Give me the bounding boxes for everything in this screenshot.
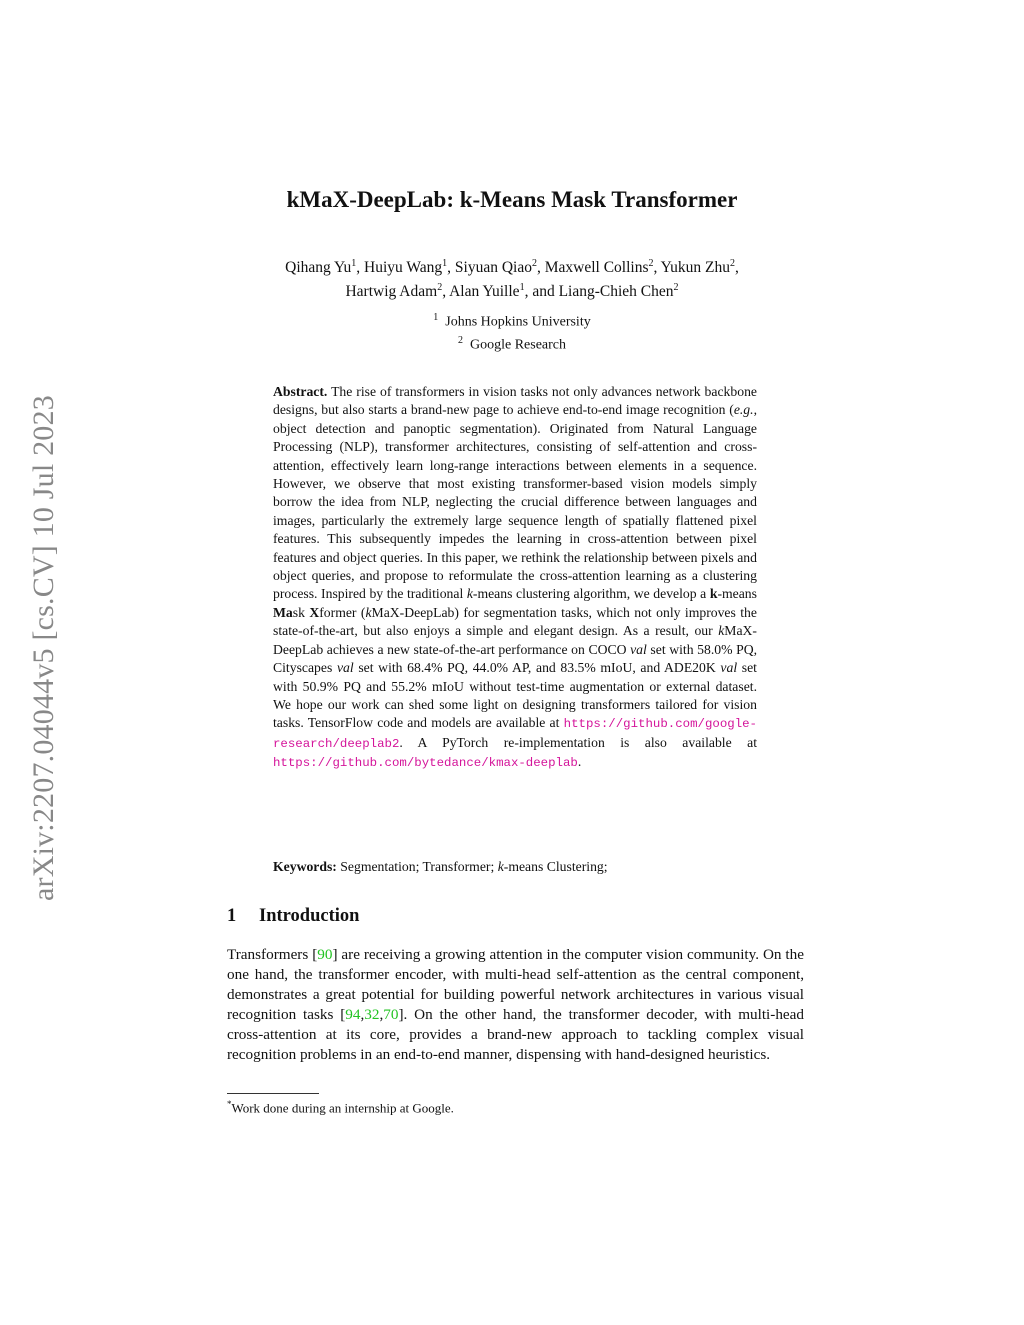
- author-name: Siyuan Qiao: [454, 259, 532, 277]
- section-number: 1: [227, 906, 237, 926]
- deeplab2-link[interactable]: https://github.com/google-research/deeplab2: [273, 717, 757, 751]
- footnote-divider: [227, 1093, 319, 1094]
- author-name: Alan Yuille: [449, 283, 520, 301]
- affiliation-name: Google Research: [469, 337, 567, 353]
- keywords-text: Segmentation; Transformer;: [336, 859, 498, 874]
- affiliation-item: [0, 309, 1024, 332]
- author-separator: ,: [653, 259, 661, 277]
- affiliation-name: Johns Hopkins University: [445, 314, 591, 330]
- abstract-text-bold: Ma: [273, 604, 293, 620]
- abstract-text: The rise of transformers in vision tasks not only advances network backbone designs, but also starts a brand-new page to achieve end-to-end image recognition (: [273, 384, 757, 418]
- kmax-deeplab-link[interactable]: https://github.com/bytedance/kmax-deeplab: [273, 756, 578, 771]
- abstract-text-italic: k: [365, 604, 372, 620]
- abstract-text: . A PyTorch re-implementation is also available at: [399, 734, 757, 750]
- affiliation-mark: 2: [457, 334, 463, 346]
- author-separator: ,: [442, 283, 450, 301]
- abstract-text: set with 50.9% PQ and 55.2% mIoU without test-time augmentation or external dataset. We hope our work can shed some light on designing transformers tailored for vision tasks. TensorFlow code and models are available at: [273, 660, 757, 731]
- abstract: [273, 383, 757, 773]
- abstract-text-italic: k: [466, 586, 473, 602]
- affiliation-item: [0, 332, 1024, 355]
- body-text: ]. On the other hand, the transformer decoder, with multi-head cross-attention at its core, provides a brand-new approach to tackling complex visual recognition problems in an end-to-end manner, dispensing with hand-designed heuristics.: [227, 1006, 804, 1063]
- author-affiliation-mark: 2: [730, 258, 735, 269]
- footnote-text: Work done during an internship at Google.: [231, 1100, 454, 1116]
- body-text: Transformers [: [227, 946, 318, 963]
- abstract-text: set with 68.4% PQ, 44.0% AP, and 83.5% mIoU, and ADE20K: [353, 660, 721, 676]
- author-affiliation-mark: 1: [351, 258, 357, 269]
- keywords: [273, 858, 757, 876]
- author-separator: ,: [447, 259, 455, 277]
- citation-link[interactable]: 94: [345, 1006, 361, 1023]
- author-name: Liang-Chieh Chen: [558, 283, 674, 301]
- footnote-mark: *: [227, 1099, 232, 1109]
- abstract-text-italic: k: [718, 623, 725, 639]
- abstract-text: .: [577, 754, 582, 770]
- affiliation-mark: 1: [433, 312, 439, 323]
- author-affiliation-mark: 2: [673, 282, 679, 294]
- abstract-text-italic: e.g.: [733, 402, 754, 418]
- abstract-text-italic: val: [336, 660, 354, 676]
- arxiv-identifier: arXiv:2207.04044v5 [cs.CV] 10 Jul 2023: [27, 395, 60, 901]
- abstract-text-bold: k: [709, 586, 718, 602]
- abstract-text: MaX-DeepLab) for segmentation tasks, which not only improves the state-of-the-art, but also enjoys a simple and elegant design. As a result, our: [273, 604, 757, 639]
- body-text: ] are receiving a growing attention in the computer vision community. On the one hand, the transformer encoder, with multi-head self-attention as the central component, demonstrates a great potential for building powerful network architectures in various visual recognition tasks [: [227, 946, 804, 1023]
- author-affiliation-mark: 2: [531, 258, 537, 269]
- abstract-text-italic: val: [720, 660, 738, 676]
- abstract-label: Abstract.: [273, 384, 328, 399]
- author-name: Yukun Zhu: [660, 259, 730, 277]
- author-separator: , and: [524, 283, 559, 301]
- abstract-text: set with 58.0% PQ, Cityscapes: [273, 641, 758, 676]
- author-separator: ,: [536, 259, 545, 277]
- citation-link[interactable]: 32: [364, 1006, 380, 1023]
- author-separator: ,: [735, 259, 739, 277]
- author-list: [200, 254, 824, 302]
- abstract-text-italic: val: [630, 641, 647, 657]
- paper-title: kMaX-DeepLab: k-Means Mask Transformer: [286, 187, 738, 212]
- author-separator: ,: [356, 259, 365, 277]
- author-name: Huiyu Wang: [364, 259, 443, 277]
- author-name: Hartwig Adam: [345, 283, 438, 301]
- author-name: Qihang Yu: [285, 259, 352, 277]
- keywords-text-italic: k: [497, 859, 504, 874]
- section-title: Introduction: [259, 906, 360, 926]
- keywords-label: Keywords:: [273, 859, 337, 874]
- author-line-1: [200, 254, 824, 278]
- footnote: [227, 1095, 454, 1117]
- citation-link[interactable]: 70: [383, 1006, 399, 1023]
- citation-link[interactable]: 90: [317, 946, 333, 963]
- abstract-text: sk: [292, 604, 310, 620]
- author-name: Maxwell Collins: [544, 259, 649, 277]
- author-affiliation-mark: 2: [437, 282, 443, 294]
- abstract-text: -means: [717, 586, 757, 602]
- author-affiliation-mark: 2: [648, 258, 654, 269]
- abstract-text: , object detection and panoptic segmentation). Originated from Natural Language Processing (NLP), transformer architectures, consisting of self-attention and cross-attention, effectively learn long-range interactions between elements in a sequence. However, we observe that most existing transformer-based vision models simply borrow the idea from NLP, neglecting the crucial difference between languages and images, particularly the extremely large sequence length of spatially flattened pixel features. This subsequently impedes the learning in cross-attention between pixel features and object queries. In this paper, we rethink the relationship between pixels and object queries, and propose to reformulate the cross-attention learning as a clustering process. Inspired by the traditional: [273, 402, 757, 602]
- abstract-text-bold: X: [309, 604, 320, 620]
- section-heading: [227, 906, 359, 927]
- affiliations: [0, 309, 1024, 354]
- introduction-paragraph: Transformers [90] are receiving a growing attention in the computer vision community. On the one hand, the transformer encoder, with multi-head self-attention as the central component, demonstrates a great potential for building powerful network architectures in various visual recognition tasks [94,32,70]. On the other hand, the transformer decoder, with multi-head cross-attention at its core, provides a brand-new approach to tackling complex visual recognition problems in an end-to-end manner, dispensing with hand-designed heuristics.: [227, 946, 804, 1063]
- abstract-text: MaX-DeepLab achieves a new state-of-the-art performance on COCO: [273, 623, 757, 657]
- abstract-text: -means clustering algorithm, we develop a: [472, 586, 710, 602]
- abstract-text: former (: [319, 604, 366, 620]
- keywords-text: -means Clustering;: [503, 859, 608, 874]
- author-affiliation-mark: 1: [442, 258, 448, 269]
- author-line-2: [200, 278, 824, 302]
- author-affiliation-mark: 1: [519, 282, 525, 294]
